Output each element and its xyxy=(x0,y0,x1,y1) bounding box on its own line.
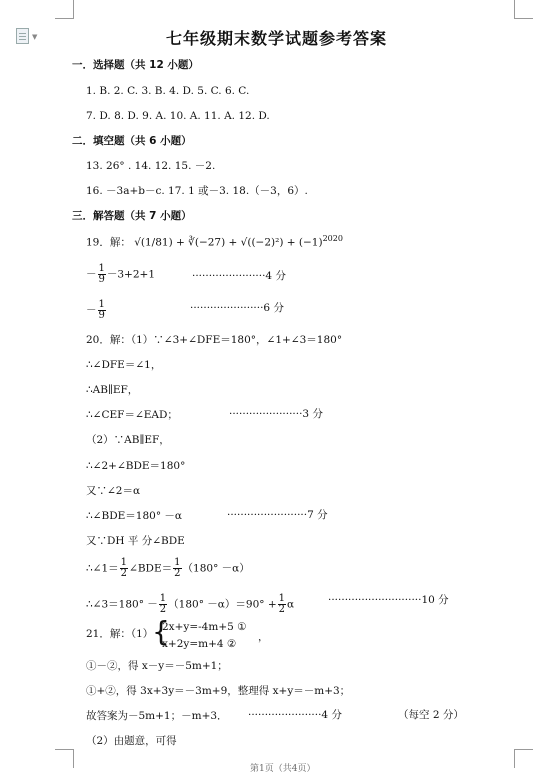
q21-eq1: 2x+y=-4m+5 ① xyxy=(162,621,247,633)
q19-exponent: 2020 xyxy=(322,234,343,243)
fraction-one-ninth-2: $\frac{1}{9}$ xyxy=(98,299,105,321)
margin-corner-top-left xyxy=(55,0,74,19)
q21-eq-end: ， xyxy=(258,631,269,643)
margin-corner-bottom-left xyxy=(55,749,74,768)
q21-label: 21．解：（1） xyxy=(86,628,154,640)
q21-line-1: ①－②，得 x－y＝－5m+1； xyxy=(86,660,228,672)
score-6: ······················6 分 xyxy=(190,302,284,314)
q20-line-3: ∴AB∥EF， xyxy=(86,384,139,396)
fraction-one-ninth: $\frac{1}{9}$ xyxy=(98,263,105,285)
section-solutions: 三．解答题（共 7 小题） xyxy=(72,210,192,222)
q20-line-4: ∴∠CEF＝∠EAD； xyxy=(86,409,178,421)
margin-corner-bottom-right xyxy=(514,749,533,768)
q20-line-8: ∴∠BDE＝180° －α xyxy=(86,510,182,522)
page-footer: 第1页（共4页） xyxy=(250,764,316,774)
score-note: （每空 2 分） xyxy=(398,709,464,721)
score-7: ························7 分 xyxy=(227,509,328,521)
margin-corner-top-right xyxy=(514,0,533,19)
section-multiple-choice: 一．选择题（共 12 小题） xyxy=(72,59,199,71)
score-4b: ······················4 分 xyxy=(248,709,342,721)
fill-row-2: 16. －3a+b－c. 17. 1 或－3. 18.（－3，6）. xyxy=(86,185,308,197)
q21-eq2: x+2y=m+4 ② xyxy=(162,638,237,650)
page-title: 七年级期末数学试题参考答案 xyxy=(165,29,387,48)
fraction-half-d: $\frac{1}{2}$ xyxy=(278,593,286,615)
q19-step2: － $\frac{1}{9}$ xyxy=(86,299,105,321)
q20-line-6: ∴∠2+∠BDE＝180° xyxy=(86,460,186,472)
q20-line-9: 又∵DH 平 分∠BDE xyxy=(86,535,185,547)
score-3: ······················3 分 xyxy=(229,408,323,420)
q20-line-5: （2）∵AB∥EF， xyxy=(86,434,170,446)
q19-label: 19．解： xyxy=(86,236,131,249)
q20-line-11: ∴∠3＝180° － $\frac{1}{2}$ （180° －α）＝90° + $\frac{1}{2}$ α xyxy=(86,593,295,615)
q19-step1: － $\frac{1}{9}$ －3+2+1 xyxy=(86,263,156,285)
section-fill-blank: 二．填空题（共 6 小题） xyxy=(72,135,192,147)
fraction-half-b: $\frac{1}{2}$ xyxy=(174,557,181,579)
q21-line-2: ①+②，得 3x+3y＝－3m+9，整理得 x+y＝－m+3； xyxy=(86,685,351,697)
system-brace: { xyxy=(152,615,170,648)
fraction-half-c: $\frac{1}{2}$ xyxy=(159,593,167,615)
answers-row-1: 1. B. 2. C. 3. B. 4. D. 5. C. 6. C. xyxy=(86,85,250,97)
answers-row-2: 7. D. 8. D. 9. A. 10. A. 11. A. 12. D. xyxy=(86,110,270,122)
q19-line xyxy=(86,232,343,250)
score-4: ······················4 分 xyxy=(192,270,286,282)
q21-line-3: 故答案为－5m+1；－m+3． xyxy=(86,710,228,722)
q20-line-10: ∴∠1＝ $\frac{1}{2}$ ∠BDE＝ $\frac{1}{2}$ （180° －α） xyxy=(86,557,250,579)
q20-line-2: ∴∠DFE＝∠1， xyxy=(86,359,162,371)
q20-line-1: 20．解：（1）∵∠3+∠DFE＝180°，∠1+∠3＝180° xyxy=(86,334,343,346)
fraction-half-a: $\frac{1}{2}$ xyxy=(120,557,128,579)
score-10: ····························10 分 xyxy=(328,594,449,606)
q20-line-7: 又∵∠2＝α xyxy=(86,485,141,497)
fill-row-1: 13. 26° . 14. 12. 15. －2. xyxy=(86,160,216,172)
q19-expression: √(1/81) + ∛(−27) + √((−2)²) + (−1) xyxy=(134,236,323,249)
chevron-down-icon[interactable]: ▼ xyxy=(32,33,38,41)
q21-line-4: （2）由题意，可得 xyxy=(86,735,177,747)
